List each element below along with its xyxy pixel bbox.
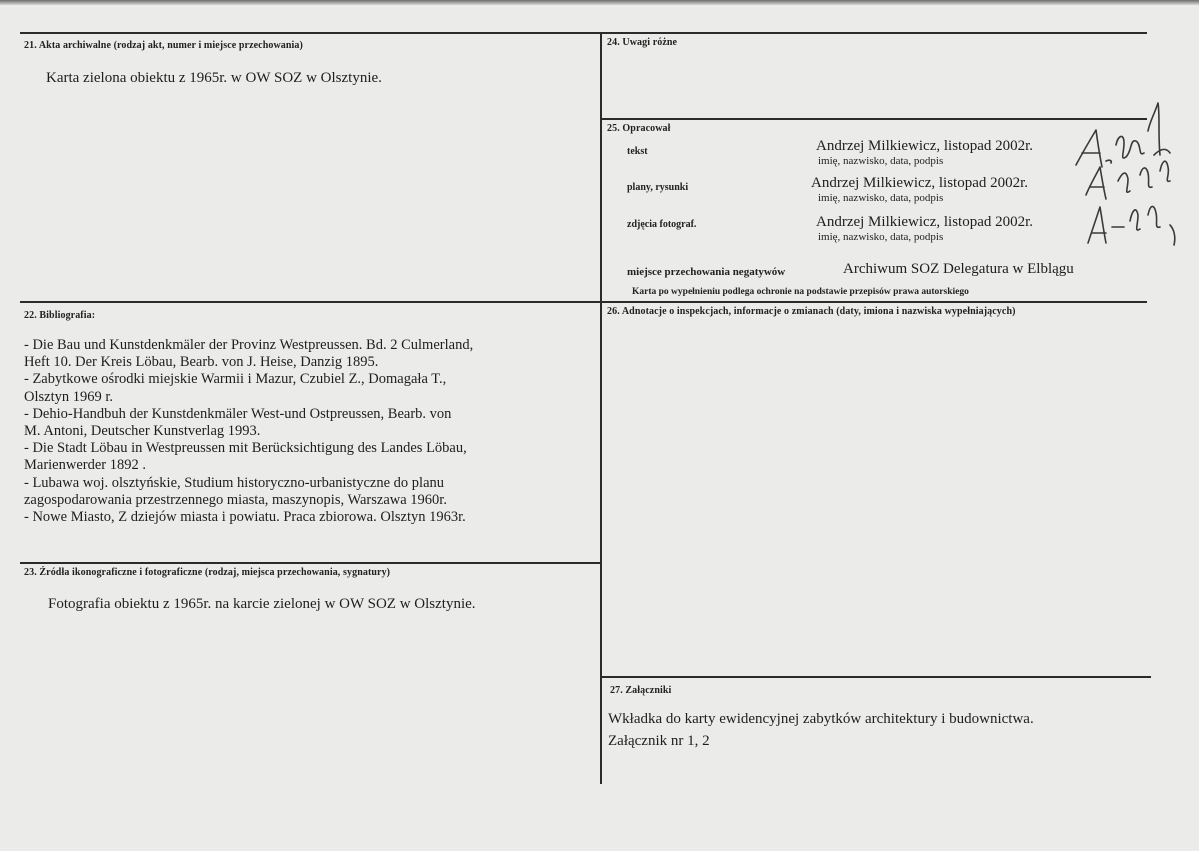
- bibliography-line: Olsztyn 1969 r.: [24, 388, 114, 405]
- rule-top: [20, 32, 1147, 34]
- bibliography-line: - Die Bau und Kunstdenkmäler der Provinz Westpreussen. Bd. 2 Culmerland,: [24, 337, 474, 353]
- copyright-note: Karta po wypełnieniu podlega ochronie na podstawie przepisów prawa autorskiego: [632, 287, 969, 297]
- bibliography-line: Marienwerder 1892 .: [24, 457, 146, 474]
- bibliography-line: - Zabytkowe ośrodki miejskie Warmii i Mazur, Czubiel Z., Domagała T.,: [24, 371, 447, 388]
- handwritten-signature: [1066, 95, 1186, 255]
- section-27-label: 27. Załączniki: [610, 685, 672, 696]
- section-27-line-1: Wkładka do karty ewidencyjnej zabytków architektury i budownictwa.: [608, 711, 1034, 727]
- section-26-label: 26. Adnotacje o inspekcjach, informacje o zmianach (daty, imiona i nazwiska wypełniających): [607, 306, 1016, 317]
- bibliography-line: - Dehio-Handbuh der Kunstdenkmäler West-und Ostpreussen, Bearb. von: [24, 405, 452, 422]
- rule-24-25: [600, 118, 1147, 120]
- section-25-label: 25. Opracował: [607, 123, 671, 134]
- bibliography-line: - Lubawa woj. olsztyńskie, Studium historyczno-urbanistyczne do planu: [24, 474, 445, 491]
- bibliography-line: zagospodarowania przestrzennego miasta, maszynopis, Warszawa 1960r.: [24, 491, 447, 508]
- caption-zdjecia: imię, nazwisko, data, podpis: [818, 231, 944, 243]
- section-22-label: 22. Bibliografia:: [24, 310, 96, 321]
- rule-21-22: [20, 301, 1147, 303]
- bibliography-line: - Die Stadt Löbau in Westpreussen mit Berücksichtigung des Landes Löbau,: [24, 440, 467, 457]
- rule-26-27: [600, 676, 1151, 678]
- section-21-label: 21. Akta archiwalne (rodzaj akt, numer i miejsce przechowania): [24, 40, 303, 51]
- bibliography-line: - Nowe Miasto, Z dziejów miasta i powiatu. Praca zbiorowa. Olsztyn 1963r.: [24, 509, 466, 526]
- section-21-text: Karta zielona obiektu z 1965r. w OW SOZ w Olsztynie.: [46, 70, 382, 86]
- author-name-plany: Andrzej Milkiewicz, listopad 2002r.: [811, 175, 1029, 191]
- storage-value: Archiwum SOZ Delegatura w Elblągu: [843, 261, 1074, 277]
- scan-top-edge: [0, 0, 1199, 5]
- caption-plany: imię, nazwisko, data, podpis: [818, 192, 944, 204]
- role-zdjecia: zdjęcia fotograf.: [627, 219, 697, 230]
- section-23-label: 23. Źródła ikonograficzne i fotograficzne (rodzaj, miejsca przechowania, sygnatury): [24, 567, 391, 578]
- section-23-text: Fotografia obiektu z 1965r. na karcie zielonej w OW SOZ w Olsztynie.: [48, 596, 476, 612]
- bibliography-list: [24, 337, 473, 526]
- bibliography-line: Heft 10. Der Kreis Löbau, Bearb. von J. Heise, Danzig 1895.: [24, 354, 379, 371]
- storage-label: miejsce przechowania negatywów: [627, 266, 786, 278]
- rule-22-23: [20, 562, 601, 564]
- rule-center-vertical: [600, 32, 602, 784]
- bibliography-line: M. Antoni, Deutscher Kunstverlag 1993.: [24, 423, 261, 440]
- section-27-line-2: Załącznik nr 1, 2: [608, 733, 710, 749]
- role-tekst: tekst: [627, 146, 648, 157]
- caption-tekst: imię, nazwisko, data, podpis: [818, 155, 944, 167]
- role-plany: plany, rysunki: [627, 182, 689, 193]
- author-name-tekst: Andrzej Milkiewicz, listopad 2002r.: [816, 138, 1034, 154]
- section-24-label: 24. Uwagi różne: [607, 37, 678, 48]
- author-name-zdjecia: Andrzej Milkiewicz, listopad 2002r.: [816, 214, 1034, 230]
